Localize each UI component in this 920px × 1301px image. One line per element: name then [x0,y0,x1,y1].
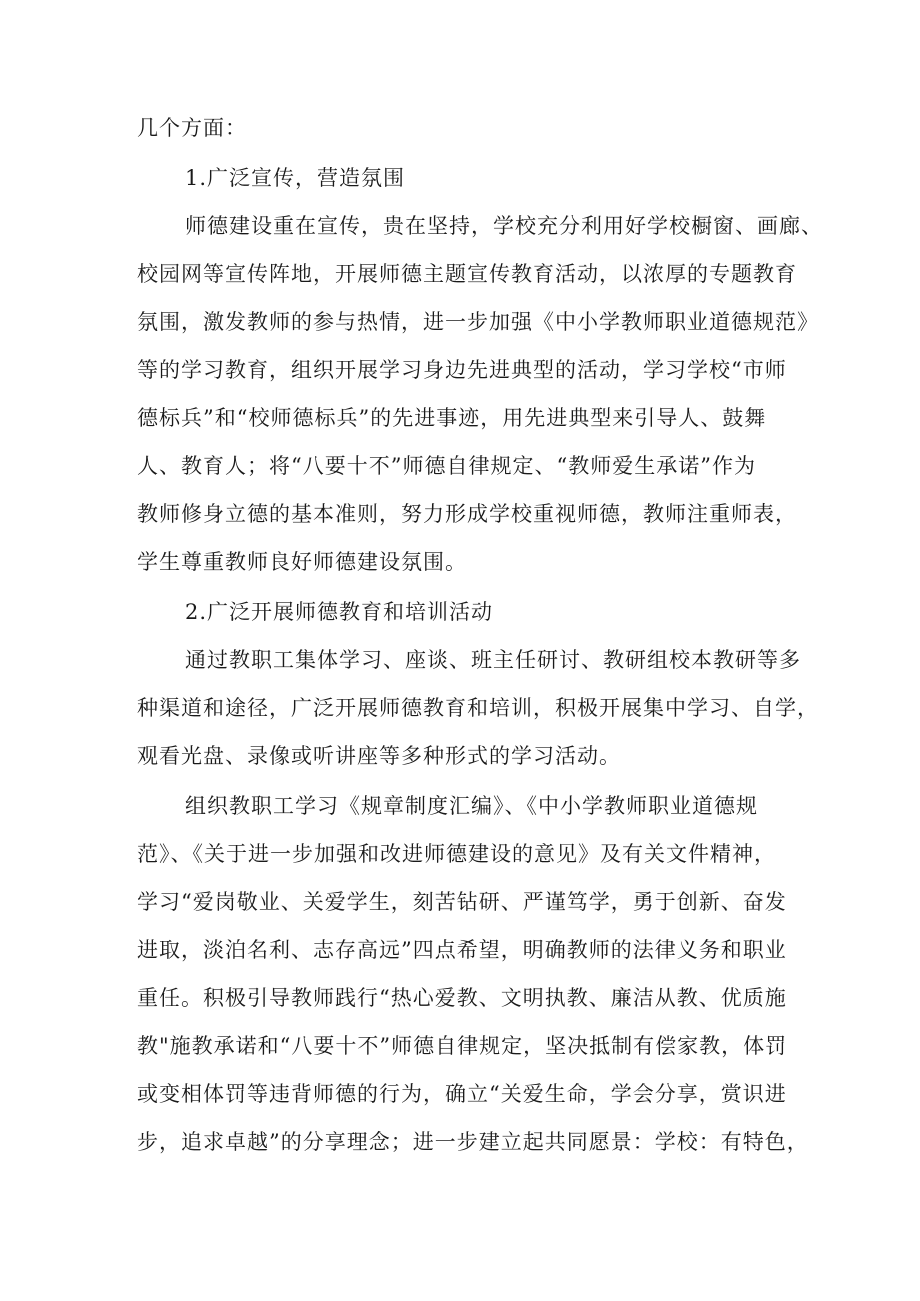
text-line: 步，追求卓越”的分享理念；进一步建立起共同愿景：学校：有特色， [137,1130,809,1154]
text-line: 校园网等宣传阵地，开展师德主题宣传教育活动，以浓厚的专题教育 [137,262,797,286]
section-heading: 2.广泛开展师德教育和培训活动 [185,600,494,624]
text-line: 教师修身立德的基本准则，努力形成学校重视师德，教师注重师表， [137,502,797,526]
text-line: 教"施教承诺和“八要十不”师德自律规定，坚决抵制有偿家教，体罚 [137,1034,788,1058]
text-line: 氛围，激发教师的参与热情，进一步加强《中小学教师职业道德规范》 [137,310,819,334]
section-heading: 1.广泛宣传，营造氛围 [185,166,406,190]
text-line: 或变相体罚等违背师德的行为，确立“关爱生命，学会分享，赏识进 [137,1082,787,1106]
text-line: 师德建设重在宣传，贵在坚持，学校充分利用好学校橱窗、画廊、 [185,214,823,238]
text-line: 进取，淡泊名利、志存高远”四点希望，明确教师的法律义务和职业 [137,938,787,962]
text-line: 通过教职工集体学习、座谈、班主任研讨、教研组校本教研等多 [185,648,801,672]
text-line: 观看光盘、录像或听讲座等多种形式的学习活动。 [137,744,621,768]
text-line: 组织教职工学习《规章制度汇编》、《中小学教师职业道德规 [185,794,758,818]
text-line: 种渠道和途径，广泛开展师德教育和培训，积极开展集中学习、自学， [137,696,819,720]
text-line: 范》、《关于进一步加强和改进师德建设的意见》及有关文件精神， [137,842,776,866]
text-line: 等的学习教育，组织开展学习身边先进典型的活动，学习学校“市师 [137,358,787,382]
text-line: 学习“爱岗敬业、关爱学生，刻苦钻研、严谨笃学，勇于创新、奋发 [137,890,787,914]
text-line: 学生尊重教师良好师德建设氛围。 [137,550,467,574]
text-line: 德标兵”和“校师德标兵”的先进事迹，用先进典型来引导人、鼓舞 [137,406,767,430]
text-line: 人、教育人；将“八要十不”师德自律规定、“教师爱生承诺”作为 [137,454,756,478]
text-line: 几个方面： [137,116,247,140]
text-line: 重任。积极引导教师践行“热心爱教、文明执教、廉洁从教、优质施 [137,986,787,1010]
